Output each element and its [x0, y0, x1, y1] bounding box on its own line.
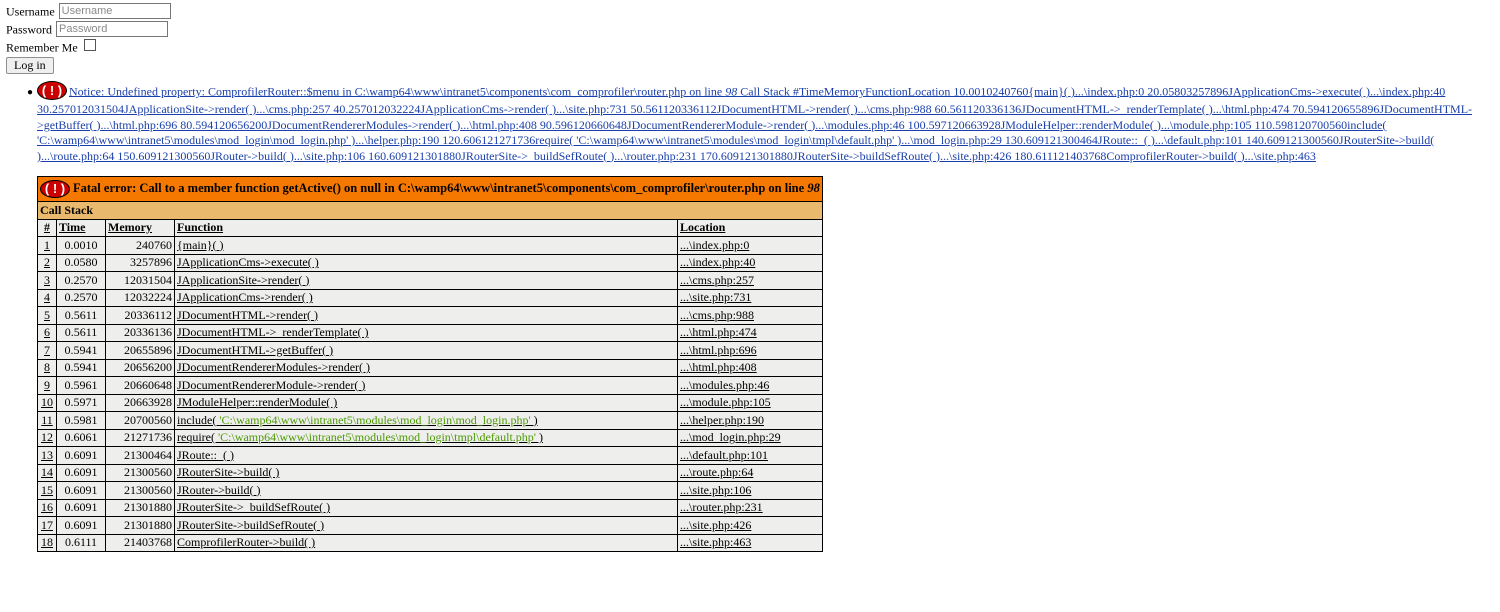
- row-location[interactable]: ...\html.php:408: [678, 359, 823, 377]
- row-memory: 21300560: [106, 482, 175, 500]
- remember-row: [6, 38, 266, 54]
- function-name: JDocumentRendererModule->render( ): [177, 377, 366, 392]
- row-memory: 12031504: [106, 272, 175, 290]
- function-name: JRouter->build( ): [177, 482, 261, 497]
- table-row: [38, 394, 823, 412]
- row-function[interactable]: [175, 237, 678, 255]
- table-row: [38, 447, 823, 465]
- error-icon: ( ! ): [37, 81, 67, 100]
- row-location[interactable]: ...\site.php:426: [678, 517, 823, 535]
- table-row: [38, 272, 823, 290]
- table-row: [38, 254, 823, 272]
- row-function[interactable]: [175, 342, 678, 360]
- function-name: require(: [177, 430, 218, 445]
- password-input[interactable]: [56, 21, 168, 37]
- row-location[interactable]: ...\site.php:731: [678, 289, 823, 307]
- row-location[interactable]: ...\modules.php:46: [678, 377, 823, 395]
- notice-callstack-text: Call Stack #TimeMemoryFunctionLocation 10.0010240760{main}( )...\index.php:0 20.05803257896JApplicationCms->execute( )...\index.php:40 30.257012031504JApplicationSite->render( )...\cms.php:257 40.257012032224JApplicationCms->render( )...\site.php:731 50.561120336112JDocumentHTML->render( )...\cms.php:988 60.561120336136JDocumentHTML->_renderTemplate( )...\html.php:474 70.594120655896JDocumentHTML->getBuffer( )...\html.php:696 80.594120656200JDocumentRendererModules->render( )...\html.php:408 90.596120660648JDocumentRendererModule->render( )...\modules.php:46 100.597120663928JModuleHelper::renderModule( )...\module.php:105 110.598120700560include( 'C:\wamp64\www\intranet5\modules\mod_login\mod_login.php' )...\helper.php:190 120.606121271736require( 'C:\wamp64\www\intranet5\modules\mod_login\tmpl\default.php' )...\mod_login.php:29 130.609121300464JRoute::_( )...\default.php:101 140.609121300560JRouterSite->build( )...\route.php:64 150.609121300560JRouter->build( )...\site.php:106 160.609121301880JRouterSite->_buildSefRoute( )...\router.php:231 170.609121301880JRouterSite->buildSefRoute( )...\site.php:426 180.611121403768ComprofilerRouter->build( )...\site.php:463: [37, 84, 1473, 163]
- table-row: [38, 359, 823, 377]
- fatal-error-line: 98: [807, 180, 820, 195]
- notice-text: Notice: Undefined property: ComprofilerRouter::$menu in C:\wamp64\www\intranet5\components\com_comprofiler\router.php on line: [69, 84, 726, 99]
- row-number[interactable]: 16: [38, 499, 57, 517]
- row-number[interactable]: 4: [38, 289, 57, 307]
- row-memory: 20655896: [106, 342, 175, 360]
- row-memory: 21300464: [106, 447, 175, 465]
- function-name: JRouterSite->buildSefRoute( ): [177, 517, 325, 532]
- row-number[interactable]: 5: [38, 307, 57, 325]
- col-header-location[interactable]: Location: [678, 219, 823, 237]
- table-row: [38, 412, 823, 430]
- remember-label: Remember Me: [6, 40, 78, 55]
- function-name: JRoute::_( ): [177, 447, 234, 462]
- row-time: 0.6091: [57, 517, 106, 535]
- row-number[interactable]: 6: [38, 324, 57, 342]
- function-close: ): [535, 430, 543, 445]
- row-function[interactable]: [175, 307, 678, 325]
- row-number[interactable]: 15: [38, 482, 57, 500]
- row-memory: 12032224: [106, 289, 175, 307]
- row-number[interactable]: 7: [38, 342, 57, 360]
- password-label: Password: [6, 22, 53, 37]
- notice-line: 98: [725, 84, 738, 99]
- row-number[interactable]: 11: [38, 412, 57, 430]
- row-time: 0.5611: [57, 307, 106, 325]
- row-function[interactable]: [175, 447, 678, 465]
- row-location[interactable]: ...\route.php:64: [678, 464, 823, 482]
- list-bullet: ●: [27, 87, 34, 98]
- call-stack-header: Call Stack: [38, 202, 823, 220]
- row-time: 0.6091: [57, 447, 106, 465]
- row-function[interactable]: [175, 534, 678, 552]
- function-argument-path: 'C:\wamp64\www\intranet5\modules\mod_login\mod_login.php': [219, 412, 531, 427]
- error-icon: ( ! ): [40, 180, 70, 198]
- row-number[interactable]: 10: [38, 394, 57, 412]
- function-name: JDocumentHTML->_renderTemplate( ): [177, 325, 369, 340]
- username-label: Username: [6, 4, 55, 19]
- row-memory: 20656200: [106, 359, 175, 377]
- row-memory: 3257896: [106, 254, 175, 272]
- table-row: [38, 499, 823, 517]
- row-memory: 20336136: [106, 324, 175, 342]
- row-function[interactable]: [175, 394, 678, 412]
- row-memory: 21403768: [106, 534, 175, 552]
- row-memory: 20336112: [106, 307, 175, 325]
- table-row: [38, 534, 823, 552]
- table-row: [38, 324, 823, 342]
- row-location[interactable]: ...\router.php:231: [678, 499, 823, 517]
- table-row: [38, 289, 823, 307]
- row-number[interactable]: 8: [38, 359, 57, 377]
- function-name: JDocumentHTML->render( ): [177, 307, 319, 322]
- row-number[interactable]: 18: [38, 534, 57, 552]
- row-number[interactable]: 9: [38, 377, 57, 395]
- table-row: [38, 377, 823, 395]
- fatal-error-message: Fatal error: Call to a member function getActive() on null in C:\wamp64\www\intranet5\components\com_comprofiler\router.php on line: [73, 180, 808, 195]
- function-name: JApplicationCms->execute( ): [177, 255, 319, 270]
- function-close: ): [530, 412, 538, 427]
- row-number[interactable]: 14: [38, 464, 57, 482]
- row-function[interactable]: [175, 482, 678, 500]
- table-row: [38, 237, 823, 255]
- row-memory: 21301880: [106, 517, 175, 535]
- function-name: JRouterSite->build( ): [177, 465, 280, 480]
- column-header-row: [38, 219, 823, 237]
- row-number[interactable]: 3: [38, 272, 57, 290]
- function-name: JApplicationCms->render( ): [177, 290, 313, 305]
- row-location[interactable]: ...\cms.php:988: [678, 307, 823, 325]
- row-function[interactable]: [175, 412, 678, 430]
- table-row: [38, 517, 823, 535]
- row-function[interactable]: [175, 499, 678, 517]
- table-row: [38, 342, 823, 360]
- row-location[interactable]: ...\default.php:101: [678, 447, 823, 465]
- login-form: [6, 1, 266, 74]
- row-time: 0.5941: [57, 342, 106, 360]
- row-location[interactable]: ...\cms.php:257: [678, 272, 823, 290]
- row-time: 0.0010: [57, 237, 106, 255]
- row-time: 0.6091: [57, 464, 106, 482]
- row-number[interactable]: 13: [38, 447, 57, 465]
- function-name: JRouterSite->_buildSefRoute( ): [177, 500, 331, 515]
- row-time: 0.6091: [57, 482, 106, 500]
- row-time: 0.6061: [57, 429, 106, 447]
- row-location[interactable]: ...\module.php:105: [678, 394, 823, 412]
- row-function[interactable]: [175, 429, 678, 447]
- row-function[interactable]: [175, 289, 678, 307]
- function-name: JDocumentHTML->getBuffer( ): [177, 342, 334, 357]
- row-function[interactable]: [175, 324, 678, 342]
- row-memory: 21300560: [106, 464, 175, 482]
- table-row: [38, 429, 823, 447]
- row-time: 0.0580: [57, 254, 106, 272]
- table-row: [38, 307, 823, 325]
- row-number[interactable]: 1: [38, 237, 57, 255]
- row-time: 0.5611: [57, 324, 106, 342]
- row-memory: 20660648: [106, 377, 175, 395]
- row-memory: 20663928: [106, 394, 175, 412]
- row-time: 0.5941: [57, 359, 106, 377]
- row-function[interactable]: [175, 464, 678, 482]
- row-location[interactable]: ...\site.php:106: [678, 482, 823, 500]
- table-row: [38, 464, 823, 482]
- row-location[interactable]: ...\site.php:463: [678, 534, 823, 552]
- function-name: JApplicationSite->render( ): [177, 272, 310, 287]
- fatal-error-table: [37, 176, 823, 552]
- row-number[interactable]: 12: [38, 429, 57, 447]
- row-time: 0.2570: [57, 289, 106, 307]
- col-header-function[interactable]: Function: [175, 219, 678, 237]
- row-number[interactable]: 17: [38, 517, 57, 535]
- function-argument-path: 'C:\wamp64\www\intranet5\modules\mod_login\tmpl\default.php': [217, 430, 536, 445]
- login-button[interactable]: Log in: [6, 57, 54, 74]
- notice-message[interactable]: [37, 83, 1497, 164]
- row-location[interactable]: ...\mod_login.php:29: [678, 429, 823, 447]
- function-name: include(: [177, 412, 220, 427]
- row-memory: 20700560: [106, 412, 175, 430]
- function-name: ComprofilerRouter->build( ): [177, 535, 316, 550]
- row-memory: 240760: [106, 237, 175, 255]
- row-number[interactable]: 2: [38, 254, 57, 272]
- row-function[interactable]: [175, 377, 678, 395]
- row-memory: 21271736: [106, 429, 175, 447]
- row-location[interactable]: ...\index.php:0: [678, 237, 823, 255]
- function-name: JDocumentRendererModules->render( ): [177, 360, 371, 375]
- remember-checkbox[interactable]: [84, 39, 96, 51]
- col-header-time[interactable]: Time: [57, 219, 106, 237]
- row-function[interactable]: [175, 272, 678, 290]
- col-header-number[interactable]: #: [38, 219, 57, 237]
- function-name: JModuleHelper::renderModule( ): [177, 395, 338, 410]
- row-function[interactable]: [175, 359, 678, 377]
- row-time: 0.6111: [57, 534, 106, 552]
- row-memory: 21301880: [106, 499, 175, 517]
- row-location[interactable]: ...\html.php:696: [678, 342, 823, 360]
- row-function[interactable]: [175, 517, 678, 535]
- row-time: 0.6091: [57, 499, 106, 517]
- col-header-memory[interactable]: Memory: [106, 219, 175, 237]
- function-name: {main}( ): [177, 237, 224, 252]
- row-time: 0.5971: [57, 394, 106, 412]
- row-function[interactable]: [175, 254, 678, 272]
- username-input[interactable]: [59, 3, 171, 19]
- password-row: [6, 19, 266, 37]
- username-row: [6, 1, 266, 19]
- row-time: 0.2570: [57, 272, 106, 290]
- row-location[interactable]: ...\helper.php:190: [678, 412, 823, 430]
- row-time: 0.5981: [57, 412, 106, 430]
- row-location[interactable]: ...\html.php:474: [678, 324, 823, 342]
- table-row: [38, 482, 823, 500]
- row-location[interactable]: ...\index.php:40: [678, 254, 823, 272]
- fatal-error-header: [38, 177, 823, 202]
- row-time: 0.5961: [57, 377, 106, 395]
